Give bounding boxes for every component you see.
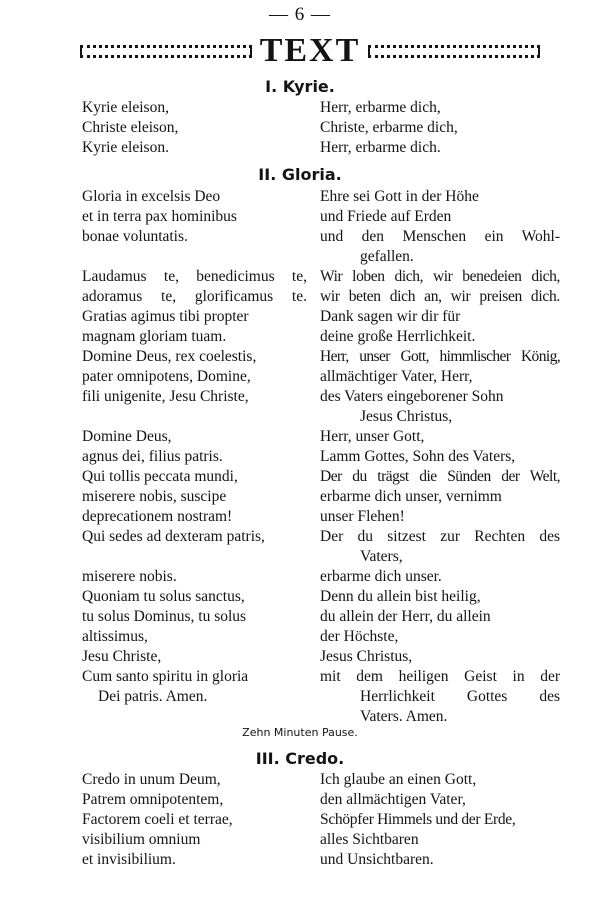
text-line: Herrlichkeit Gottes des <box>360 688 560 705</box>
pause-note: Zehn Minuten Pause. <box>242 726 358 739</box>
text-line: deine große Herrlichkeit. <box>320 328 476 345</box>
text-line: unser Flehen! <box>320 508 405 525</box>
text-line: magnam gloriam tuam. <box>82 328 227 345</box>
text-line: und Friede auf Erden <box>320 208 452 225</box>
text-line: alles Sichtbaren <box>320 831 419 848</box>
text-line: adoramus te, glorificamus te. <box>82 288 307 305</box>
header-title: TEXT <box>259 32 361 69</box>
text-line: Dei patris. Amen. <box>98 688 208 705</box>
text-line: Herr, unser Gott, <box>320 428 425 445</box>
text-line: tu solus Dominus, tu solus <box>82 608 247 625</box>
text-line: Herr, erbarme dich, <box>320 99 441 116</box>
text-line: Schöpfer Himmels und der Erde, <box>320 811 516 828</box>
text-line: Vaters. Amen. <box>360 708 448 725</box>
header-banner <box>80 30 540 72</box>
text-line: Lamm Gottes, Sohn des Vaters, <box>320 448 516 465</box>
text-line: mit dem heiligen Geist in der <box>320 668 560 685</box>
text-line: fili unigenite, Jesu Christe, <box>82 388 249 405</box>
text-line: erbarme dich unser, vernimm <box>320 488 502 505</box>
text-line: allmächtiger Vater, Herr, <box>320 368 473 385</box>
text-line <box>82 247 307 267</box>
text-line: et in terra pax hominibus <box>82 208 237 225</box>
text-line: Cum santo spiritu in gloria <box>82 668 249 685</box>
dotted-border-right <box>368 45 540 58</box>
text-line: Christe eleison, <box>82 119 179 136</box>
text-line <box>82 547 307 567</box>
text-line: altissimus, <box>82 628 148 645</box>
text-line: Factorem coeli et terrae, <box>82 811 233 828</box>
text-line: und Unsichtbaren. <box>320 851 434 868</box>
text-line: den allmächtigen Vater, <box>320 791 466 808</box>
text-line: Jesu Christe, <box>82 648 162 665</box>
section-title-gloria: II. Gloria. <box>258 165 342 184</box>
text-line: wir beten dich an, wir preisen dich. <box>320 288 560 305</box>
text-line: du allein der Herr, du allein <box>320 608 491 625</box>
text-line: deprecationem nostram! <box>82 508 233 525</box>
text-line: Laudamus te, benedicimus te, <box>82 268 307 285</box>
text-line: Wir loben dich, wir benedeien dich, <box>320 268 560 285</box>
text-line: Der du trägst die Sünden der Welt, <box>320 468 560 485</box>
text-line: Vaters, <box>360 548 403 565</box>
text-line: Domine Deus, <box>82 428 172 445</box>
text-line: Kyrie eleison, <box>82 99 169 116</box>
gloria-latin-column <box>82 187 307 707</box>
credo-latin-column <box>82 770 307 870</box>
text-line: Quoniam tu solus sanctus, <box>82 588 245 605</box>
text-line: Domine Deus, rex coelestis, <box>82 348 257 365</box>
text-line: des Vaters eingeborener Sohn <box>320 388 504 405</box>
kyrie-german-column <box>320 98 560 158</box>
text-line: miserere nobis. <box>82 568 177 585</box>
gloria-german-column <box>320 187 560 727</box>
kyrie-latin-column <box>82 98 307 158</box>
text-line: Ehre sei Gott in der Höhe <box>320 188 479 205</box>
text-line: Herr, erbarme dich. <box>320 139 441 156</box>
text-line: miserere nobis, suscipe <box>82 488 227 505</box>
text-line: Der du sitzest zur Rechten des <box>320 528 560 545</box>
text-line: Qui tollis peccata mundi, <box>82 468 238 485</box>
text-line: Gratias agimus tibi propter <box>82 308 249 325</box>
text-line: pater omnipotens, Domine, <box>82 368 251 385</box>
text-line: Kyrie eleison. <box>82 139 169 156</box>
text-line: Jesus Christus, <box>360 408 453 425</box>
text-line: bonae voluntatis. <box>82 228 188 245</box>
text-line: Gloria in excelsis Deo <box>82 188 221 205</box>
credo-german-column <box>320 770 560 870</box>
text-line <box>82 407 307 427</box>
text-line: Ich glaube an einen Gott, <box>320 771 477 788</box>
text-line: agnus dei, filius patris. <box>82 448 223 465</box>
text-line: Denn du allein bist heilig, <box>320 588 481 605</box>
text-line: Christe, erbarme dich, <box>320 119 458 136</box>
text-line: gefallen. <box>360 248 414 265</box>
page-number: — 6 — <box>269 4 331 25</box>
text-line: Patrem omnipotentem, <box>82 791 224 808</box>
text-line: erbarme dich unser. <box>320 568 442 585</box>
text-line: visibilium omnium <box>82 831 201 848</box>
dotted-border-left <box>80 45 252 58</box>
text-line: und den Menschen ein Wohl- <box>320 228 560 245</box>
text-line: et invisibilium. <box>82 851 176 868</box>
text-line: Qui sedes ad dexteram patris, <box>82 528 265 545</box>
text-line: Herr, unser Gott, himmlischer König, <box>320 348 560 365</box>
text-line: Jesus Christus, <box>320 648 413 665</box>
text-line: Credo in unum Deum, <box>82 771 221 788</box>
section-title-credo: III. Credo. <box>255 749 345 768</box>
section-title-kyrie: I. Kyrie. <box>265 77 335 96</box>
text-line: der Höchste, <box>320 628 399 645</box>
text-line: Dank sagen wir dir für <box>320 308 461 325</box>
